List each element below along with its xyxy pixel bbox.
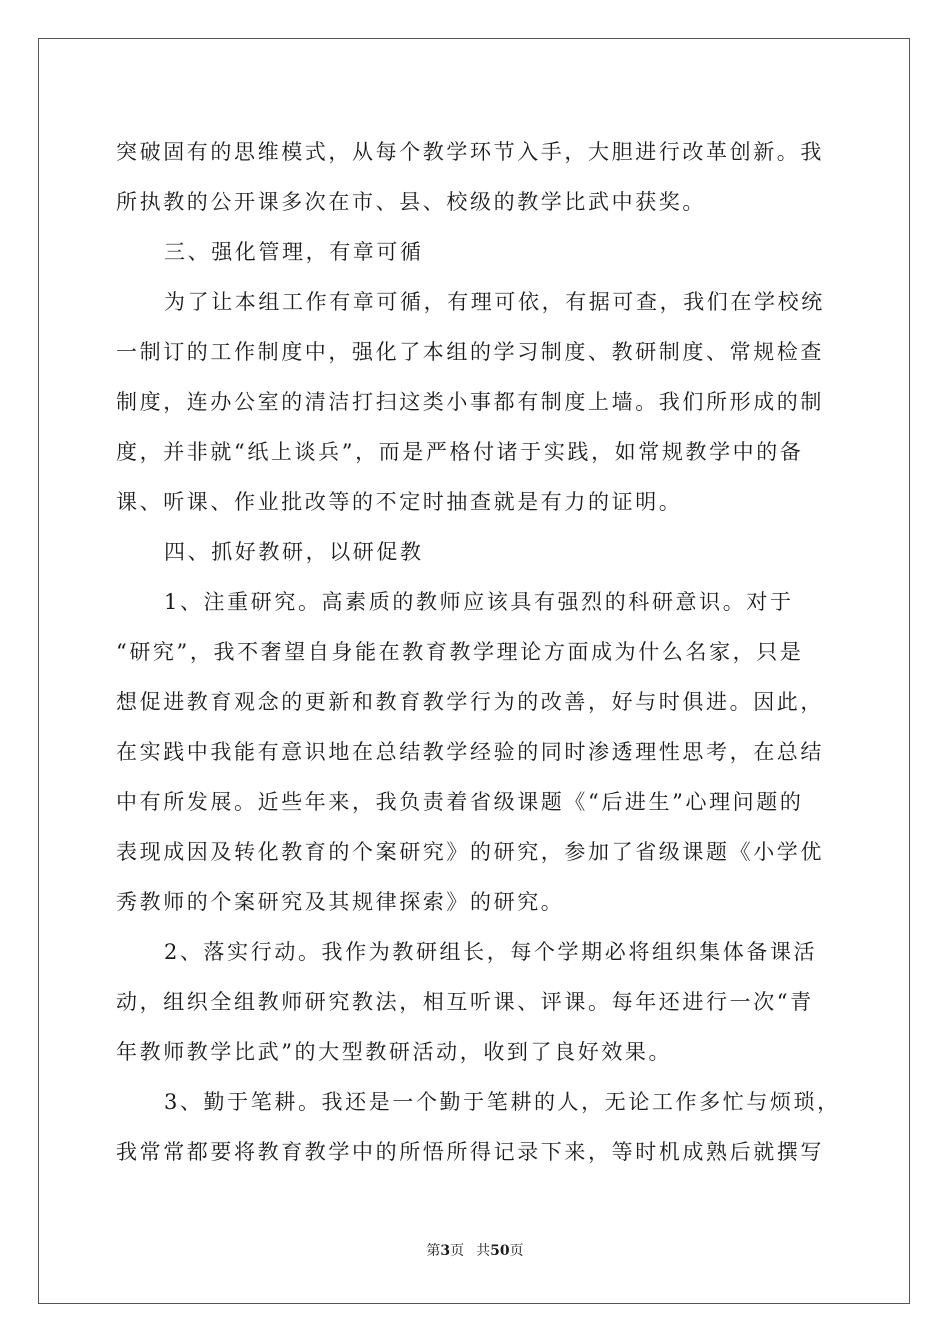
body-line: 一制订的工作制度中，强化了本组的学习制度、教研制度、常规检查	[116, 340, 824, 364]
footer-total-unit: 页	[509, 1243, 524, 1259]
section-heading-3: 三、强化管理，有章可循	[164, 240, 424, 264]
body-line: 中有所发展。近些年来，我负责着省级课题《“后进生”心理问题的	[116, 790, 804, 814]
footer-total-number: 50	[490, 1243, 510, 1259]
section-heading-4: 四、抓好教研，以研促教	[164, 540, 424, 564]
paragraph-start: 3、勤于笔耕。我还是一个勤于笔耕的人，无论工作多忙与烦琐，	[164, 1090, 841, 1114]
body-line: 秀教师的个案研究及其规律探索》的研究。	[116, 890, 565, 914]
body-line: 制度，连办公室的清洁打扫这类小事都有制度上墙。我们所形成的制	[116, 390, 824, 414]
paragraph-start: 2、落实行动。我作为教研组长，每个学期必将组织集体备课活	[164, 940, 818, 964]
footer-total-prefix: 共	[476, 1243, 491, 1259]
body-line: 课、听课、作业批改等的不定时抽查就是有力的证明。	[116, 490, 683, 514]
footer-page-unit: 页	[450, 1243, 465, 1259]
footer-page-number: 3	[440, 1243, 451, 1259]
body-line: 在实践中我能有意识地在总结教学经验的同时渗透理性思考，在总结	[116, 740, 824, 764]
body-line: 突破固有的思维模式，从每个教学环节入手，大胆进行改革创新。我	[116, 140, 824, 164]
document-body	[116, 127, 841, 1177]
body-line: 表现成因及转化教育的个案研究》的研究，参加了省级课题《小学优	[116, 840, 824, 864]
body-line: 年教师教学比武”的大型教研活动，收到了良好效果。	[116, 1040, 673, 1064]
paragraph-start: 为了让本组工作有章可循，有理可依，有据可查，我们在学校统	[164, 290, 825, 314]
body-line: 度，并非就“纸上谈兵”，而是严格付诸于实践，如常规教学中的备	[116, 440, 804, 464]
body-line: “研究”，我不奢望自身能在教育教学理论方面成为什么名家，只是	[116, 640, 804, 664]
paragraph-start: 1、注重研究。高素质的教师应该具有强烈的科研意识。对于	[164, 590, 794, 614]
page-footer	[0, 1241, 950, 1261]
body-line: 所执教的公开课多次在市、县、校级的教学比武中获奖。	[116, 190, 706, 214]
footer-page-prefix: 第	[426, 1243, 441, 1259]
body-line: 动，组织全组教师研究教法，相互听课、评课。每年还进行一次“青	[116, 990, 814, 1014]
body-line: 想促进教育观念的更新和教育教学行为的改善，好与时俱进。因此，	[116, 690, 824, 714]
body-line: 我常常都要将教育教学中的所悟所得记录下来，等时机成熟后就撰写	[116, 1140, 824, 1164]
